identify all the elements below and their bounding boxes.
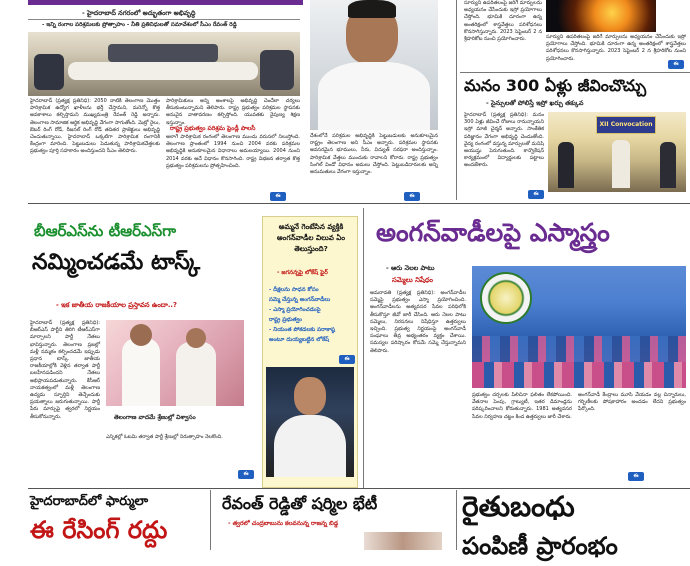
sidebar-bullet: - నియంత పోకడలకు పరాకాష్ఠ bbox=[269, 327, 336, 333]
brs-article bbox=[28, 208, 260, 486]
portrait-body bbox=[318, 62, 430, 130]
divider bbox=[456, 0, 457, 200]
top-left-article bbox=[0, 0, 303, 200]
brs-subhead: - ఇక జాతీయ రాజకీయాల ప్రస్తావన ఉందా..? bbox=[56, 301, 177, 309]
ap-emblem bbox=[480, 272, 532, 324]
e-icon[interactable]: ఈ bbox=[238, 470, 254, 479]
sidebar-bullet: - దీక్షలను సాధన కోసం bbox=[269, 287, 319, 293]
anganwadi-subhead-1: - ఆరు నెలల పాటు bbox=[386, 264, 435, 272]
divider bbox=[28, 19, 300, 20]
e-icon[interactable]: ఈ bbox=[668, 60, 684, 69]
people-back bbox=[108, 44, 218, 62]
people-right bbox=[260, 50, 294, 90]
person-3 bbox=[660, 142, 676, 188]
formula-e-headline-2: ఈ రేసింగ్ రద్దు bbox=[30, 516, 168, 544]
banner-text: XII Convocation bbox=[599, 121, 653, 128]
leader-2 bbox=[176, 342, 216, 406]
isro-text-right: సూర్యుని ఉపరితలంపై జరిగే మార్పులను అధ్యయనం చేసేందుకు ఇస్రో ప్రయోగాలు చేస్తోంది. భూమికి దూరంగా ఉన్న అంతరిక్షంలో శాస్త్రవేత్తలు పరిశోధనలు కొనసాగిస్తున్నారు. 2023 సెప్టెంబర్ 2 న శ్రీహరికోట నుంచి ప్రయోగించారు. bbox=[546, 34, 686, 62]
sidebar-bullet: రాష్ట్ర ప్రభుత్వం bbox=[269, 317, 302, 323]
purple-top-bar bbox=[28, 0, 303, 5]
sharmila-subhead: - త్వరలో చంద్రబాబును కలవనున్న రాజన్న బిడ్డ bbox=[228, 520, 339, 527]
anganwadi-headline: అంగన్‌వాడీలపై ఎస్మాస్త్రం bbox=[376, 218, 610, 247]
subhead-2: - ఇన్ని రంగాల పరిశ్రమలకు ప్రోత్సాహం - నీతి ప్రతినిధులతో సమావేశంలో సీఎం రేవంత్ రెడ్డి bbox=[42, 22, 237, 28]
divider bbox=[456, 490, 457, 550]
lokesh-photo bbox=[266, 367, 354, 477]
brs-body-left: హైదరాబాద్ (ప్రత్యక్ష ప్రతినిధి): బీఆర్ఎస్ పార్టీని తిరిగి టీఆర్ఎస్‌గా మార్చాలని పార్టీ నేతలు భావిస్తున్నారు. తెలంగాణ ప్రజల్లో మళ్లీ నమ్మకం కల్పించడమే ఇప్పుడు ప్రధాన టాస్క్. జాతీయ రాజకీయాల్లోకి వెళ్లిన తర్వాత పార్టీ బలహీనపడిందని నేతలు అభిప్రాయపడుతున్నారు. కేసీఆర్ నాయకత్వంలో మళ్లీ తెలంగాణ ఉద్యమ స్ఫూర్తిని తెచ్చేందుకు ప్రయత్నాలు జరుగుతున్నాయి. పార్టీ పేరు మార్పుపై త్వరలో నిర్ణయం తీసుకోనున్నారు. bbox=[30, 320, 100, 420]
isro-text: సూర్యుని ఉపరితలంపై జరిగే మార్పులను అధ్యయనం చేసేందుకు ఇస్రో ప్రయోగాలు చేస్తోంది. భూమికి దూరంగా ఉన్న అంతరిక్షంలో శాస్త్రవేత్తలు పరిశోధనలు కొనసాగిస్తున్నారు. 2023 సెప్టెంబర్ 2 న శ్రీహరికోట నుంచి ప్రయోగించారు. bbox=[464, 0, 542, 43]
person-2 bbox=[612, 140, 630, 188]
e-icon[interactable]: ఈ bbox=[528, 190, 544, 199]
brs-headline-1: బీఆర్ఎస్‌ను టీఆర్ఎస్‌గా bbox=[34, 222, 177, 240]
meeting-table bbox=[68, 62, 258, 80]
lokesh-head bbox=[294, 377, 326, 415]
e-icon[interactable]: ఈ bbox=[628, 472, 644, 481]
sidebar-bullet: అంటూ దుయ్యబట్టిన లోకేష్ bbox=[269, 337, 329, 343]
e-icon[interactable]: ఈ bbox=[404, 192, 420, 201]
anganwadi-protest-photo bbox=[472, 266, 686, 388]
sidebar-quote: అమ్మనే గెంటేసిన వ్యక్తికి అంగన్‌వాడీల విలువ ఏం తెలుస్తుంది? bbox=[276, 222, 346, 253]
lokesh-body bbox=[274, 415, 346, 477]
anganwadi-article bbox=[366, 208, 690, 488]
person-1 bbox=[558, 142, 574, 188]
article-col-2: పారిశ్రామికులు అన్ని అంశాలపై అభివృద్ధి చెందేలా చర్యలు తీసుకుంటున్నామని తెలిపారు. రాష్ట్ర ప్రభుత్వం పరిశ్రమల స్థాపనకు అనువైన వాతావరణం కల్పిస్తోంది. యువతకు నైపుణ్య శిక్షణ ఇస్తున్నాం. bbox=[166, 98, 300, 126]
article-col-2b: అలాగే పారిశ్రామిక రంగంలో తెలంగాణ ముందు వరుసలో నిలుస్తోంది. తెలంగాణ ప్రాంతంలో 1994 నుంచి 2004 వరకు పరిశ్రమల అభివృద్ధికి అనుకూలమైన విధానాలు అమలయ్యాయి. 2004 నుంచి 2014 వరకు అదే విధానం కొనసాగింది. రాష్ట్ర విభజన తర్వాత కొత్త ప్రభుత్వం పరిశ్రమలను ప్రోత్సహించింది. bbox=[166, 134, 300, 169]
divider bbox=[28, 203, 690, 204]
divider bbox=[460, 72, 690, 73]
meeting-photo bbox=[28, 32, 300, 96]
lokesh-sidebar bbox=[262, 216, 358, 488]
sun-photo bbox=[546, 0, 656, 32]
article-col-1: హైదరాబాద్ (ప్రత్యక్ష ప్రతినిధి): 2050 నాటికి తెలంగాణ మొత్తం పారిశ్రామిక ఉద్యోగ ఖాళీలను భర్తీ చేస్తామని, మరెన్నో కొత్త అవకాశాలు కల్పిస్తామని ముఖ్యమంత్రి రేవంత్ రెడ్డి అన్నారు. తెలంగాణ సామాజిక ఆర్థిక అభివృద్ధి వేగంగా సాగుతోంది. మెట్రో రైలు, ఔటర్ రింగ్ రోడ్, రీజనల్ రింగ్ రోడ్ తదితర ప్రాజెక్టులు అభివృద్ధి చెందుతున్నాయి. హైదరాబాద్ ఒక్కటిగా పారిశ్రామిక రంగానికి కేంద్రంగా మారింది. పెట్టుబడులు పెడుతున్న పారిశ్రామికవేత్తలకు ప్రభుత్వం పూర్తి సహకారం అందిస్తుందని సీఎం తెలిపారు. bbox=[30, 98, 160, 155]
sharmila-article bbox=[214, 490, 454, 550]
top-right-article bbox=[460, 0, 690, 200]
e-icon[interactable]: ఈ bbox=[270, 192, 286, 201]
sidebar-bullet: - ఎస్మా ప్రయోగించడంపై bbox=[269, 307, 321, 313]
crowd-row-2 bbox=[472, 362, 686, 388]
article-col-3: దేశంలోనే పరిశ్రమల అభివృద్ధికి పెట్టుబడులకు అనుకూలమైన రాష్ట్రం తెలంగాణ అని సీఎం అన్నారు. పరిశ్రమల స్థాపనకు అవసరమైన భూములు, నీరు, విద్యుత్ సరఫరా అందిస్తున్నాం. పారిశ్రామిక వేత్తలు ముందుకు రావాలని కోరారు. రాష్ట్ర ప్రభుత్వం సింగిల్ విండో విధానం అమలు చేస్తోంది. పెట్టుబడిదారులకు అన్ని అనుమతులు వేగంగా ఇస్తున్నాం. bbox=[310, 133, 438, 176]
convocation-photo bbox=[548, 112, 686, 192]
crowd-row-1 bbox=[472, 336, 686, 362]
anganwadi-subhead-2: సమ్మెలు నిషేధం bbox=[392, 276, 433, 284]
anganwadi-body-right: అంగన్‌వాడీ కేంద్రాలు మూసి వేయడం వల్ల చిన్నారులు, గర్భిణీలకు పోషకాహారం అందడం లేదని ప్రభుత్వం పేర్కొంది. bbox=[578, 392, 686, 413]
headline-300-years: మనం 300 ఏళ్లు జీవించొచ్చు bbox=[464, 76, 647, 95]
divider bbox=[28, 488, 690, 489]
brs-body-bottom: ఎన్నికల్లో ఓటమి తర్వాత పార్టీ శ్రేణుల్లో నిరుత్సాహం నెలకొంది. bbox=[106, 434, 223, 440]
sharmila-headline: రేవంత్ రెడ్డితో షర్మిల భేటీ bbox=[222, 494, 378, 513]
sidebar-bullet-list bbox=[269, 285, 355, 345]
formula-e-article bbox=[28, 490, 218, 550]
brs-headline-2: నమ్మించడమే టాస్క్ bbox=[32, 250, 201, 275]
formula-e-headline-1: హైదరాబాద్‌లో ఫార్ములా bbox=[30, 494, 149, 509]
anganwadi-body-mid: ప్రభుత్వం చర్చలకు పిలిచినా ఫలితం లేకపోయింది. వేతనాల పెంపు, గ్రాట్యుటీ, ఇతర డిమాండ్లను పరిష్కరించాలని కోరుతున్నారు. 1981 అత్యవసర సేవల నిర్వహణ చట్టం కింద ఉత్తర్వులు జారీ చేశారు. bbox=[472, 392, 572, 420]
convocation-banner bbox=[596, 116, 656, 134]
people-left bbox=[34, 54, 64, 90]
cm-portrait-photo bbox=[310, 0, 438, 130]
leader-2-head bbox=[186, 328, 206, 348]
sidebar-attribution: - జగనన్నపై లోకేష్ ఫైర్ bbox=[277, 270, 328, 276]
rythu-bandhu-headline-1: రైతుబంధు bbox=[462, 490, 575, 523]
brs-photo-caption: తెలంగాణ వాదమే శ్రేణుల్లో విశ్వాసం bbox=[114, 414, 196, 421]
leader-1 bbox=[122, 338, 160, 406]
sharmila-photo bbox=[364, 532, 442, 550]
rythu-bandhu-headline-2: పంపిణీ ప్రారంభం bbox=[462, 532, 618, 560]
rythu-bandhu-article bbox=[460, 490, 690, 560]
anganwadi-body-left: అమరావతి (ప్రత్యక్ష ప్రతినిధి): అంగన్‌వాడీల సమ్మెపై ప్రభుత్వం ఎస్మా ప్రయోగించింది. అంగన్‌వాడీలను అత్యవసర సేవల పరిధిలోకి తీసుకొస్తూ జీవో జారీ చేసింది. ఆరు నెలల పాటు సమ్మెలు, నిరసనలు నిషేధిస్తూ ఉత్తర్వులు ఇచ్చింది. ప్రభుత్వ నిర్ణయంపై అంగన్‌వాడీ సంఘాలు తీవ్ర అభ్యంతరం వ్యక్తం చేశాయి. సమస్యల పరిష్కారం కోసమే సమ్మె చేస్తున్నామని తెలిపారు. bbox=[370, 290, 466, 354]
divider bbox=[210, 490, 211, 550]
body-300-years: హైదరాబాద్ (ప్రత్యక్ష ప్రతినిధి): మనం 300 ఏళ్లు జీవించే రోజులు రానున్నాయని ఇస్రో మాజీ చైర్మన్ అన్నారు. సాంకేతిక పరిజ్ఞానం వేగంగా అభివృద్ధి చెందుతోంది. వైద్య రంగంలో వస్తున్న మార్పులతో మనిషి ఆయుష్షు పెరుగుతుంది. కాన్వొకేషన్ కార్యక్రమంలో విద్యార్థులకు పట్టాలు అందజేశారు. bbox=[464, 112, 544, 169]
brs-leaders-photo bbox=[106, 320, 244, 406]
subhead-1: - హైదరాబాద్ నగరంలో అద్భుతంగా అభివృద్ధి bbox=[82, 9, 196, 17]
divider bbox=[363, 208, 364, 488]
sidebar-bullet: సమ్మె చేస్తున్న అంగన్‌వాడీలు bbox=[269, 297, 331, 303]
leader-1-head bbox=[130, 324, 152, 346]
e-icon[interactable]: ఈ bbox=[339, 355, 355, 364]
policy-heading: రాష్ట్ర ప్రభుత్వం పరిశ్రమ ఫ్రెండ్లీ పాలసీ bbox=[170, 125, 256, 132]
portrait-hair bbox=[348, 0, 396, 18]
subhead-isro: - సైన్సులతో పోలిస్తే ఇస్రో ఖర్చు తక్కువ bbox=[486, 99, 584, 107]
